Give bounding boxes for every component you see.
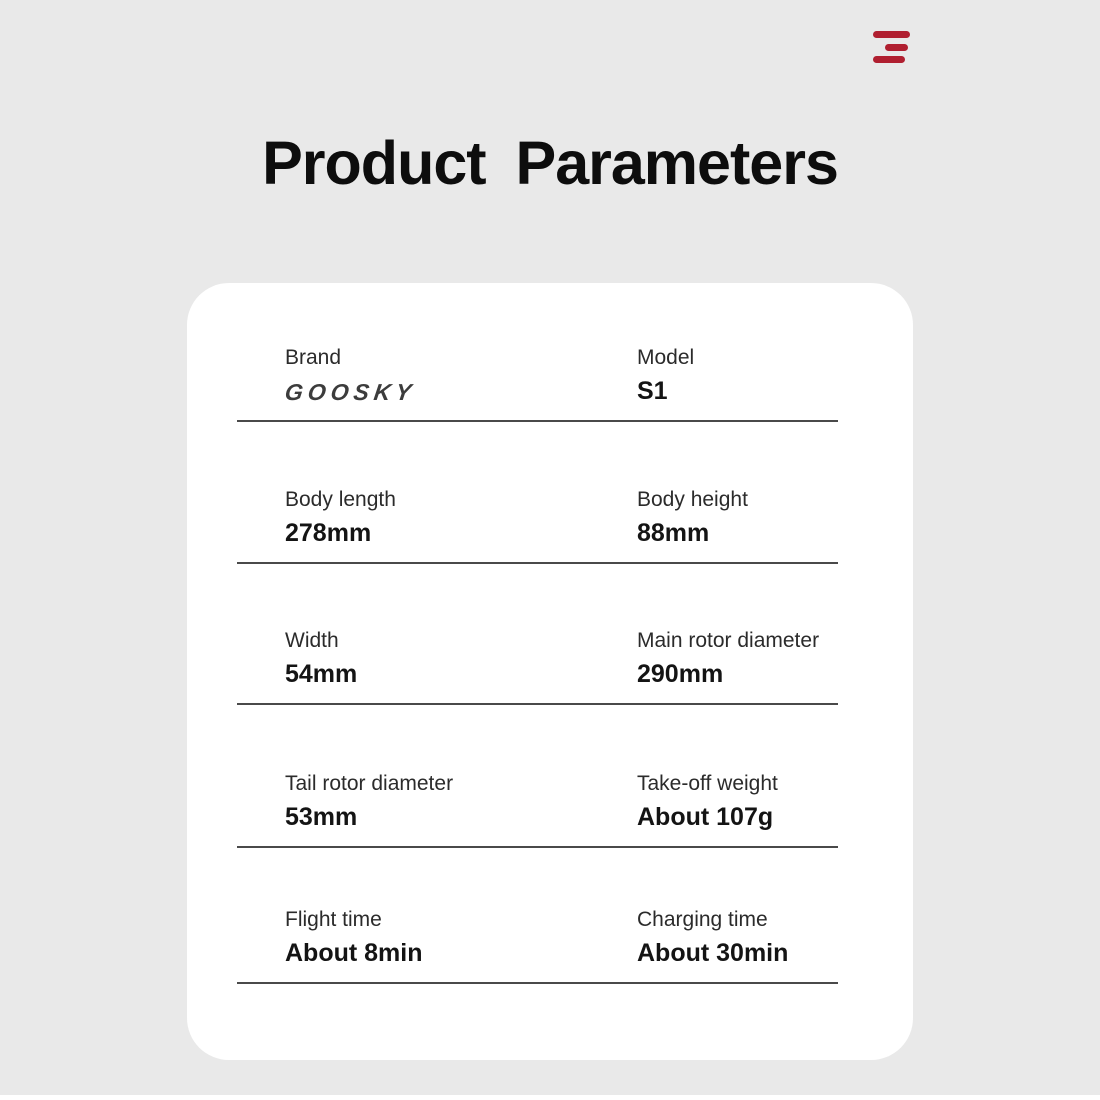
menu-bar-top (873, 31, 910, 38)
table-row-body-dimensions (237, 422, 838, 564)
param-value: 278mm (285, 519, 372, 547)
param-body-length (285, 488, 396, 548)
parameters-card (187, 283, 913, 1060)
param-label: Body height (637, 488, 748, 511)
param-label: Main rotor diameter (637, 629, 820, 652)
table-row-width-rotor (237, 564, 838, 705)
hamburger-menu-icon[interactable] (873, 31, 911, 63)
param-value: 290mm (637, 660, 724, 688)
param-label: Brand (285, 346, 342, 369)
menu-bar-bottom (873, 56, 905, 63)
param-value: 88mm (637, 519, 710, 547)
param-label: Body length (285, 488, 396, 511)
table-row-tail-weight (237, 705, 838, 848)
param-flight-time (285, 908, 423, 968)
param-value: 54mm (285, 660, 358, 688)
param-value: About 8min (285, 939, 423, 967)
param-main-rotor-diameter (637, 629, 819, 689)
param-label: Flight time (285, 908, 382, 931)
menu-bar-middle (885, 44, 908, 51)
param-takeoff-weight (637, 772, 778, 832)
bottom-edge-strip (0, 1095, 1100, 1100)
param-label: Take-off weight (637, 772, 778, 795)
param-width (285, 629, 357, 689)
param-label: Width (285, 629, 339, 652)
param-tail-rotor-diameter (285, 772, 453, 832)
param-value: S1 (637, 377, 668, 405)
param-value: About 30min (637, 939, 789, 967)
param-charging-time (637, 908, 788, 968)
table-row-brand-model (237, 283, 838, 422)
page-title: Product Parameters (262, 129, 838, 197)
table-row-times (237, 848, 838, 984)
parameters-table (237, 283, 838, 984)
goosky-logo: GOOSKY (283, 379, 418, 405)
param-value: 53mm (285, 803, 358, 831)
param-value: About 107g (637, 803, 774, 831)
param-label: Charging time (637, 908, 768, 931)
param-label: Model (637, 346, 695, 369)
param-model (637, 346, 694, 406)
param-brand (285, 346, 416, 406)
param-label: Tail rotor diameter (285, 772, 454, 795)
param-body-height (637, 488, 748, 548)
